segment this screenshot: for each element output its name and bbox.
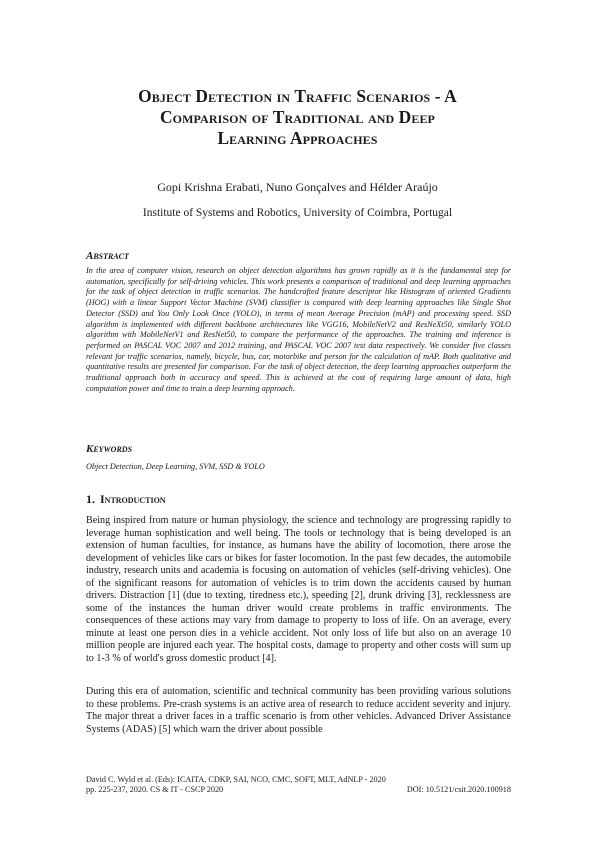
footer-doi: DOI: 10.5121/csit.2020.100918 [406,785,511,794]
title-line-1: Object Detection in Traffic Scenarios - A [138,86,457,106]
intro-paragraph-2: During this era of automation, scientific and technical community has been providing various solutions to these problems. Pre-crash systems is an active area of research to reduce accident severity and injury. The major threat a driver faces in a traffic scenario is from other vehicles. Advanced Driver Assistance Systems (ADAS) [5] which warn the driver about possible [86,686,511,735]
paper-title [70,86,525,149]
footer-pages: pp. 225-237, 2020. CS & IT - CSCP 2020 [86,785,224,794]
footer-proceedings: David C. Wyld et al. (Eds): ICAITA, CDKP, SAI, NCO, CMC, SOFT, MLT, AdNLP - 2020 [86,775,386,784]
abstract-heading: Abstract [86,250,129,262]
abstract-text: In the area of computer vision, research on object detection algorithms has grown rapidly as it is the fundamental step for automation, specifically for self-driving vehicles. This work presents a comparison of traditional and deep learning approaches for the task of object detection in traffic scenarios. The handcrafted feature descriptor like Histogram of oriented Gradients (HOG) with a linear Support Vector Machine (SVM) classifier is compared with deep learning approaches like Single Shot Detector (SSD) and You Only Look Once (YOLO), in terms of mean Average Precision (mAP) and processing speed. SSD algorithm is implemented with different backbone architectures like VGG16, MobileNetV2 and ResNeXt50, similarly YOLO algorithm with MobileNetV1 and ResNet50, to compare the performance of the approaches. The training and inference is performed on PASCAL VOC 2007 and 2012 training, and PASCAL VOC 2007 test data respectively. We consider five classes relevant for traffic scenarios, namely, bicycle, bus, car, motorbike and person for the calculation of mAP. Both qualitative and quantitative results are presented for comparison. For the task of object detection, the deep learning approaches outperform the traditional approach both in accuracy and speed. This is achieved at the cost of requiring large amount of data, high computation power and time to train a deep learning approach. [86,266,511,393]
keywords-text: Object Detection, Deep Learning, SVM, SSD & YOLO [86,462,265,471]
intro-paragraph-1: Being inspired from nature or human physiology, the science and technology are progressing rapidly to leverage human sophistication and well being. The tools or technology that is being developed is an extension of human faculties, for instance, as humans have the ability of locomotion, there arose the development of vehicles like cars or bikes for faster locomotion. In the past few decades, the automobile industry, research units and academia is focusing on automation of vehicles (self-driving vehicles). One of the significant reasons for automation of vehicles is to trim down the accidents caused by human drivers. Distraction [1] (due to texting, tiredness etc.), speeding [2], drunk driving [3], recklessness are some of the instances the human driver would create problems in traffic environments. The consequences of these actions may vary from damage to property to loss of life. On an average, every minute at least one person dies in a vehicle accident. Not only loss of life but also on an average 10 million people are injured each year. The hospital costs, damage to property and other costs will sum up to 1-3 % of world's gross domestic product [4]. [86,515,511,665]
author-list: Gopi Krishna Erabati, Nuno Gonçalves and Hélder Araújo [157,180,438,194]
section-number: 1. [86,492,95,506]
keywords-heading: Keywords [86,443,133,455]
title-line-2: Comparison of Traditional and Deep [160,107,435,127]
affiliation: Institute of Systems and Robotics, University of Coimbra, Portugal [142,207,453,219]
title-line-3: Learning Approaches [217,128,378,148]
introduction-heading [86,492,166,506]
section-title: Introduction [100,492,166,506]
footer-citation [86,785,511,795]
